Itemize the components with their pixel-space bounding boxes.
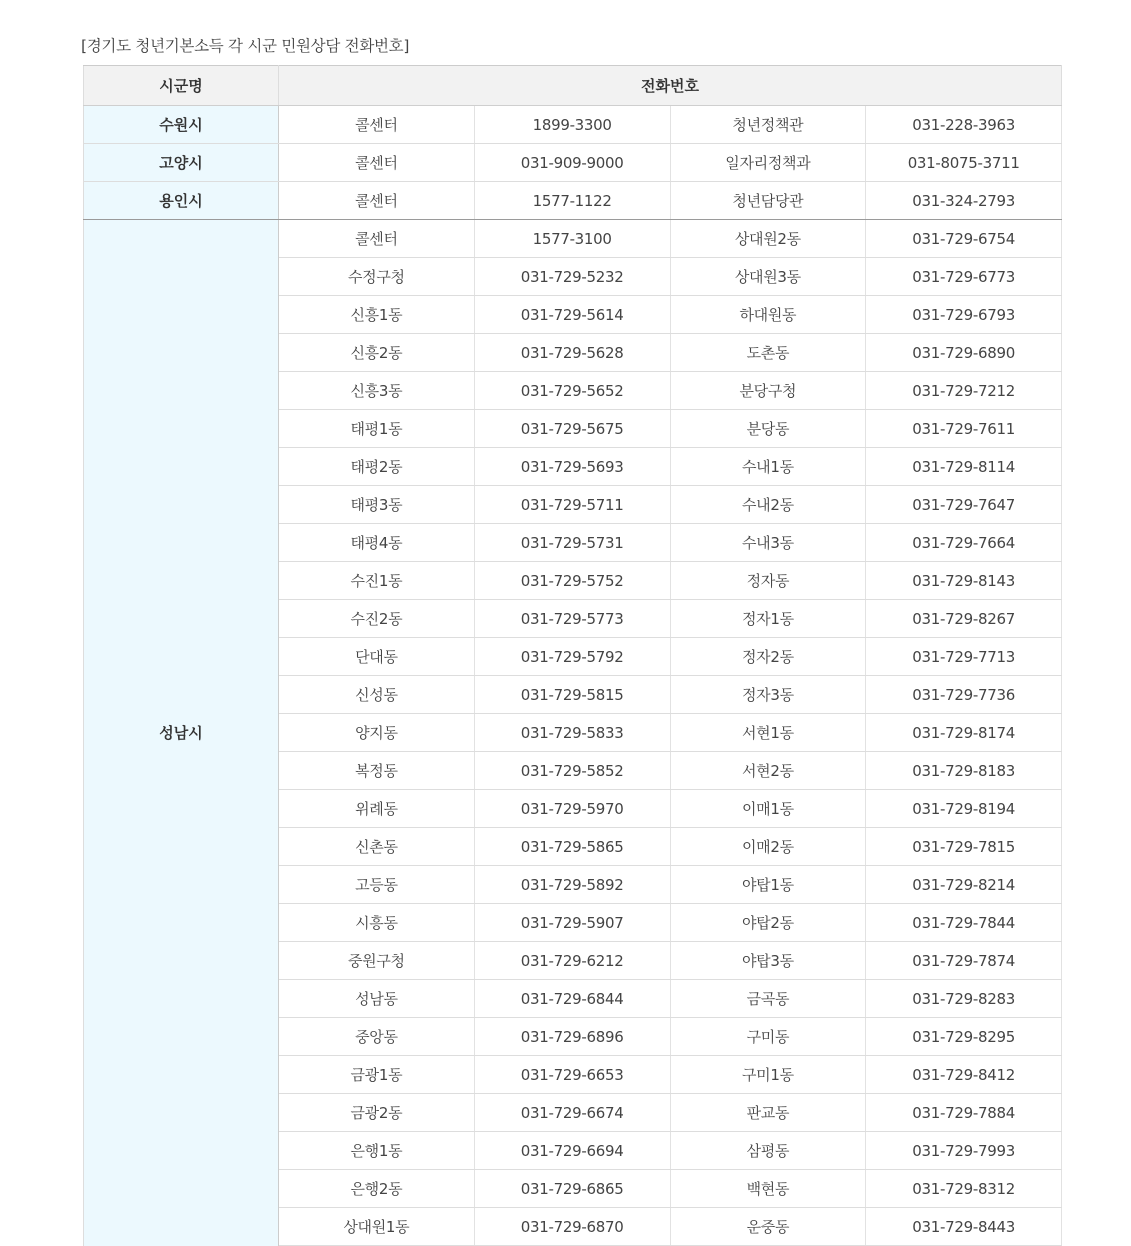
office-phone-cell: 031-729-6870 [474,1208,670,1246]
dept-phone-cell: 031-729-6773 [866,258,1062,296]
office-name-cell: 태평1동 [279,410,475,448]
office-name-cell: 태평3동 [279,486,475,524]
table-body [84,106,1062,1246]
dept-name-cell: 서현2동 [670,752,866,790]
office-name-cell: 상대원1동 [279,1208,475,1246]
office-name-cell: 콜센터 [279,144,475,182]
office-phone-cell: 031-909-9000 [474,144,670,182]
office-name-cell: 신흥1동 [279,296,475,334]
office-name-cell: 콜센터 [279,182,475,220]
office-phone-cell: 031-729-5773 [474,600,670,638]
office-name-cell: 복정동 [279,752,475,790]
dept-phone-cell: 031-729-6793 [866,296,1062,334]
office-name-cell: 콜센터 [279,220,475,258]
dept-name-cell: 수내1동 [670,448,866,486]
dept-phone-cell: 031-729-7736 [866,676,1062,714]
office-name-cell: 신흥3동 [279,372,475,410]
dept-name-cell: 구미동 [670,1018,866,1056]
dept-phone-cell: 031-324-2793 [866,182,1062,220]
office-name-cell: 성남동 [279,980,475,1018]
office-phone-cell: 1577-3100 [474,220,670,258]
city-name-cell: 고양시 [84,144,279,182]
dept-name-cell: 운중동 [670,1208,866,1246]
dept-name-cell: 구미1동 [670,1056,866,1094]
dept-name-cell: 분당구청 [670,372,866,410]
dept-name-cell: 이매2동 [670,828,866,866]
dept-name-cell: 야탑2동 [670,904,866,942]
office-name-cell: 위례동 [279,790,475,828]
dept-phone-cell: 031-729-6754 [866,220,1062,258]
office-name-cell: 수진2동 [279,600,475,638]
office-name-cell: 신성동 [279,676,475,714]
dept-name-cell: 백현동 [670,1170,866,1208]
dept-name-cell: 하대원동 [670,296,866,334]
dept-phone-cell: 031-729-7874 [866,942,1062,980]
dept-name-cell: 정자3동 [670,676,866,714]
office-phone-cell: 031-729-5792 [474,638,670,676]
dept-name-cell: 청년정책관 [670,106,866,144]
office-phone-cell: 1577-1122 [474,182,670,220]
dept-phone-cell: 031-729-6890 [866,334,1062,372]
office-phone-cell: 031-729-5815 [474,676,670,714]
office-phone-cell: 031-729-5711 [474,486,670,524]
dept-phone-cell: 031-729-7993 [866,1132,1062,1170]
office-name-cell: 금광1동 [279,1056,475,1094]
office-name-cell: 은행1동 [279,1132,475,1170]
office-name-cell: 태평4동 [279,524,475,562]
office-name-cell: 중원구청 [279,942,475,980]
dept-phone-cell: 031-729-7713 [866,638,1062,676]
dept-phone-cell: 031-729-8412 [866,1056,1062,1094]
office-phone-cell: 031-729-6844 [474,980,670,1018]
dept-phone-cell: 031-729-8214 [866,866,1062,904]
table-row [84,220,1062,258]
city-name-cell: 성남시 [84,220,279,1246]
office-name-cell: 수정구청 [279,258,475,296]
dept-name-cell: 일자리정책과 [670,144,866,182]
dept-phone-cell: 031-729-8114 [866,448,1062,486]
table-row [84,182,1062,220]
office-phone-cell: 031-729-6694 [474,1132,670,1170]
office-phone-cell: 031-729-5731 [474,524,670,562]
dept-name-cell: 서현1동 [670,714,866,752]
office-name-cell: 신흥2동 [279,334,475,372]
dept-phone-cell: 031-729-8194 [866,790,1062,828]
dept-name-cell: 상대원3동 [670,258,866,296]
dept-phone-cell: 031-729-8143 [866,562,1062,600]
office-name-cell: 양지동 [279,714,475,752]
dept-phone-cell: 031-729-8443 [866,1208,1062,1246]
office-name-cell: 금광2동 [279,1094,475,1132]
dept-phone-cell: 031-729-8283 [866,980,1062,1018]
office-name-cell: 콜센터 [279,106,475,144]
dept-name-cell: 야탑3동 [670,942,866,980]
office-phone-cell: 031-729-6865 [474,1170,670,1208]
dept-phone-cell: 031-729-7212 [866,372,1062,410]
dept-phone-cell: 031-228-3963 [866,106,1062,144]
office-phone-cell: 031-729-5833 [474,714,670,752]
phone-directory-table [83,65,1062,1246]
dept-phone-cell: 031-729-8174 [866,714,1062,752]
table-caption: [경기도 청년기본소득 각 시군 민원상담 전화번호] [81,37,410,55]
dept-name-cell: 상대원2동 [670,220,866,258]
office-phone-cell: 031-729-5907 [474,904,670,942]
office-phone-cell: 031-729-5628 [474,334,670,372]
dept-phone-cell: 031-729-7611 [866,410,1062,448]
dept-name-cell: 청년담당관 [670,182,866,220]
city-name-cell: 용인시 [84,182,279,220]
dept-name-cell: 야탑1동 [670,866,866,904]
dept-name-cell: 정자1동 [670,600,866,638]
dept-phone-cell: 031-729-8295 [866,1018,1062,1056]
office-phone-cell: 031-729-6653 [474,1056,670,1094]
office-phone-cell: 031-729-5752 [474,562,670,600]
dept-name-cell: 삼평동 [670,1132,866,1170]
dept-phone-cell: 031-729-7884 [866,1094,1062,1132]
office-phone-cell: 031-729-5865 [474,828,670,866]
office-name-cell: 고등동 [279,866,475,904]
city-name-cell: 수원시 [84,106,279,144]
office-name-cell: 시흥동 [279,904,475,942]
table-row [84,106,1062,144]
office-phone-cell: 031-729-6212 [474,942,670,980]
office-phone-cell: 031-729-5693 [474,448,670,486]
office-name-cell: 수진1동 [279,562,475,600]
office-phone-cell: 031-729-5232 [474,258,670,296]
dept-phone-cell: 031-729-7664 [866,524,1062,562]
table-row [84,144,1062,182]
dept-name-cell: 수내3동 [670,524,866,562]
office-name-cell: 단대동 [279,638,475,676]
dept-phone-cell: 031-729-7815 [866,828,1062,866]
office-phone-cell: 031-729-5675 [474,410,670,448]
dept-phone-cell: 031-729-7647 [866,486,1062,524]
dept-name-cell: 분당동 [670,410,866,448]
office-phone-cell: 031-729-5852 [474,752,670,790]
header-city: 시군명 [84,66,279,106]
dept-name-cell: 정자2동 [670,638,866,676]
office-phone-cell: 031-729-6896 [474,1018,670,1056]
dept-phone-cell: 031-729-8183 [866,752,1062,790]
header-phone: 전화번호 [279,66,1062,106]
dept-name-cell: 도촌동 [670,334,866,372]
dept-phone-cell: 031-729-7844 [866,904,1062,942]
office-name-cell: 중앙동 [279,1018,475,1056]
dept-name-cell: 금곡동 [670,980,866,1018]
dept-name-cell: 이매1동 [670,790,866,828]
office-name-cell: 신촌동 [279,828,475,866]
office-phone-cell: 031-729-5970 [474,790,670,828]
office-phone-cell: 1899-3300 [474,106,670,144]
office-phone-cell: 031-729-5652 [474,372,670,410]
office-name-cell: 태평2동 [279,448,475,486]
dept-phone-cell: 031-729-8267 [866,600,1062,638]
table-header-row [84,66,1062,106]
dept-name-cell: 판교동 [670,1094,866,1132]
dept-name-cell: 수내2동 [670,486,866,524]
dept-phone-cell: 031-8075-3711 [866,144,1062,182]
office-phone-cell: 031-729-5614 [474,296,670,334]
office-phone-cell: 031-729-5892 [474,866,670,904]
office-phone-cell: 031-729-6674 [474,1094,670,1132]
office-name-cell: 은행2동 [279,1170,475,1208]
dept-name-cell: 정자동 [670,562,866,600]
dept-phone-cell: 031-729-8312 [866,1170,1062,1208]
